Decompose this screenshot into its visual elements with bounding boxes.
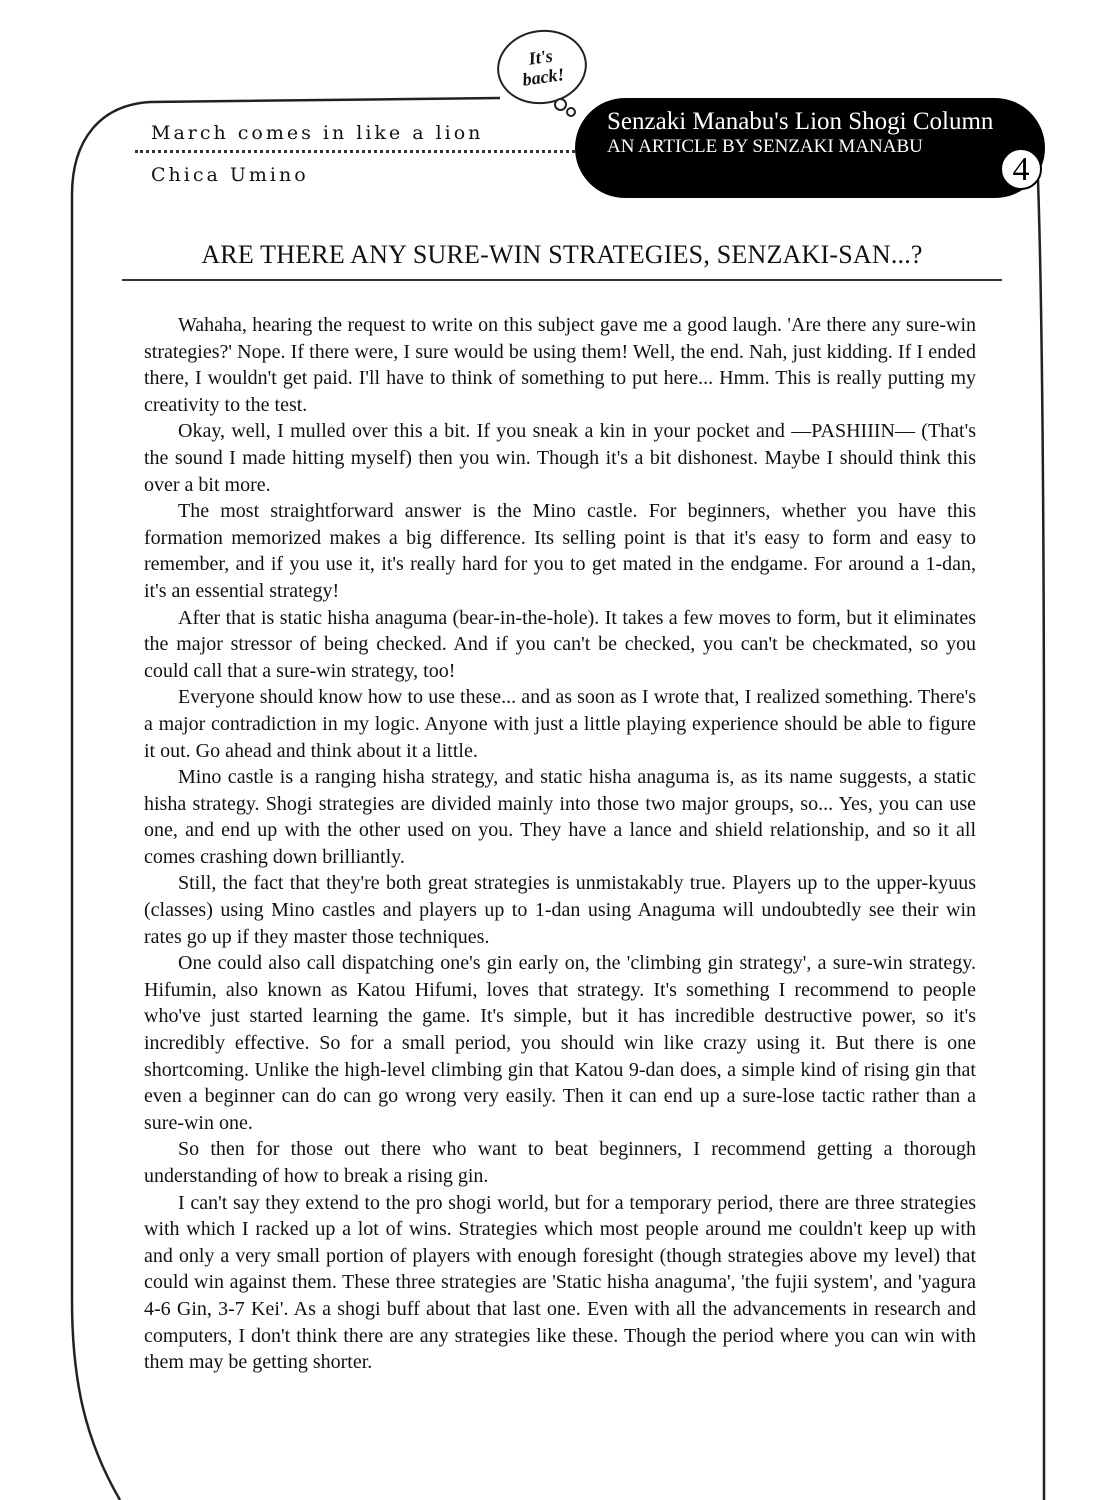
series-header [135,118,575,189]
article-paragraph: Okay, well, I mulled over this a bit. If you sneak a kin in your pocket and —PASHIIIN— (That's the sound I made hitting myself) then you win. Though it's a bit dishonest. Maybe I should think this over a bit more. [144,420,976,496]
dotted-divider [135,150,575,153]
column-title: Senzaki Manabu's Lion Shogi Column [607,108,994,135]
article-paragraph: The most straightforward answer is the Mino castle. For beginners, whether you have this formation memorized makes a big difference. Its selling point is that it's easy to form and easy to remember, and if you use it, it's really hard for you to get mated in the endgame. For around a 1-dan, it's an essential strategy! [144,500,976,602]
series-title: March comes in like a lion [151,122,484,144]
article-paragraph: Wahaha, hearing the request to write on this subject gave me a good laugh. 'Are there any sure-win strategies?' Nope. If there were, I sure would be using them! Well, the end. Nah, just kidding. If I ended there, I wouldn't get paid. I'll have to think of something to put here... Hmm. This is really putting my creativity to the test. [144,314,976,416]
article-heading: ARE THERE ANY SURE-WIN STRATEGIES, SENZAKI-SAN...? [201,240,923,269]
heading-rule [122,279,1002,281]
bubble-tail-large [554,98,567,111]
article-paragraph: I can't say they extend to the pro shogi world, but for a temporary period, there are three strategies with which I racked up a lot of wins. Strategies which most people around me couldn't keep up with and only a very small portion of players with enough foresight (though strategies above my level) that could win against them. These three strategies are 'Static hisha anaguma', 'the fujii system', and 'yagura 4-6 Gin, 3-7 Kei'. As a shogi buff about that last one. Even with all the advancements in research and computers, I don't think there are any strategies like these. Though the period where you can win with them may be getting shorter. [144,1191,976,1374]
author-name: Chica Umino [151,164,309,186]
bubble-text: It's back! [521,45,566,90]
article-paragraph: Still, the fact that they're both great strategies is unmistakably true. Players up to the upper-kyuus (classes) using Mino castles and players up to 1-dan using Anaguma will undoubtedly see their win rates go up if they master those techniques. [144,872,976,948]
column-title-box [575,98,1045,198]
issue-number-badge: 4 [1000,148,1042,190]
article-body [144,312,976,1376]
article-paragraph: After that is static hisha anaguma (bear-in-the-hole). It takes a few moves to form, but it eliminates the major stressor of being checked. And if you can't be checked, you can't be checkmated, so you could call that a sure-win strategy, too! [144,606,976,682]
article-paragraph: Everyone should know how to use these... and as soon as I wrote that, I realized something. There's a major contradiction in my logic. Anyone with just a little playing experience should be able to figure it out. Go ahead and think about it a little. [144,686,976,762]
article-paragraph: So then for those out there who want to beat beginners, I recommend getting a thorough understanding of how to break a rising gin. [144,1138,976,1187]
article-paragraph: Mino castle is a ranging hisha strategy, and static hisha anaguma is, as its name suggests, a static hisha strategy. Shogi strategies are divided mainly into those two major groups, so... Yes, you can use one, and end up with the other used on you. They have a lance and shield relationship, and so it all comes crashing down brilliantly. [144,766,976,868]
column-byline: AN ARTICLE BY SENZAKI MANABU [607,136,923,157]
bubble-tail-small [566,107,576,117]
article-paragraph: One could also call dispatching one's gin early on, the 'climbing gin strategy', a sure-win strategy. Hifumin, also known as Katou Hifumi, loves that strategy. It's something I recommend to people who've just started learning the game. It's simple, but it has incredible destructive power, so it's incredibly effective. So for a small period, you should win like crazy using it. But there is one shortcoming. Unlike the high-level climbing gin that Katou 9-dan does, a simple kind of rising gin that even a beginner can do can go wrong very easily. Then it can end up a sure-lose tactic rather than a sure-win one. [144,952,976,1134]
